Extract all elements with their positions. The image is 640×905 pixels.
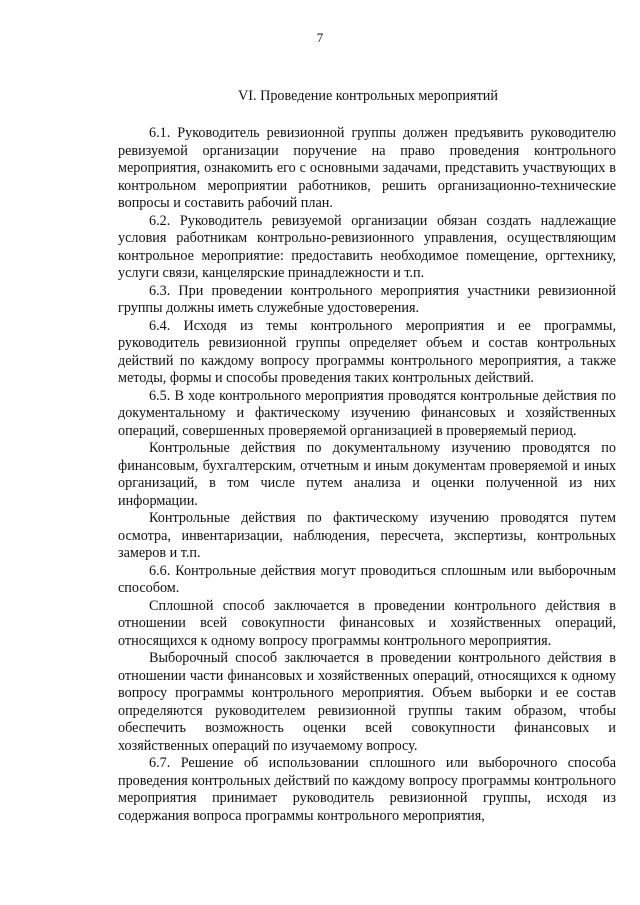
page-number: 7	[316, 30, 324, 45]
paragraph-factual-study: Контрольные действия по фактическому изучению проводятся путем осмотра, инвентаризации, наблюдения, пересчета, экспертизы, контрольных замеров и т.п.	[118, 510, 616, 561]
paragraph-6-7: 6.7. Решение об использовании сплошного или выборочного способа проведения контрольных действий по каждому вопросу программы контрольного мероприятия принимает руководитель ревизионной группы, исходя из содержания вопроса программы контрольного мероприятия,	[118, 755, 616, 824]
paragraph-6-5: 6.5. В ходе контрольного мероприятия проводятся контрольные действия по документальному и фактическому изучению финансовых и хозяйственных операций, совершенных проверяемой организацией в проверяемый период.	[118, 387, 616, 439]
body-text	[118, 125, 616, 825]
paragraph-6-6: 6.6. Контрольные действия могут проводиться сплошным или выборочным способом.	[118, 562, 616, 596]
paragraph-6-1: 6.1. Руководитель ревизионной группы должен предъявить руководителю ревизуемой организации поручение на право проведения контрольного мероприятия, ознакомить его с основными задачами, представить участвующих в контрольном мероприятии работников, решить организационно-технические вопросы и составить рабочий план.	[118, 125, 616, 211]
paragraph-6-4: 6.4. Исходя из темы контрольного мероприятия и ее программы, руководитель ревизионной группы определяет объем и состав контрольных действий по каждому вопросу программы контрольного мероприятия, а также методы, формы и способы проведения таких контрольных действий.	[118, 317, 616, 386]
section-title: VI. Проведение контрольных мероприятий	[238, 88, 498, 104]
paragraph-documentary-study: Контрольные действия по документальному изучению проводятся по финансовым, бухгалтерским, отчетным и иным документам проверяемой и иных организаций, в том числе путем анализа и оценки полученной из них информации.	[118, 440, 616, 509]
paragraph-6-3: 6.3. При проведении контрольного мероприятия участники ревизионной группы должны иметь служебные удостоверения.	[118, 282, 616, 316]
paragraph-sampling-method: Выборочный способ заключается в проведении контрольного действия в отношении части финансовых и хозяйственных операций, относящихся к одному вопросу программы контрольного мероприятия. Объем выборки и ее состав определяются руководителем ревизионной группы таким образом, чтобы обеспечить возможность оценки всей совокупности финансовых и хозяйственных операций по изучаемому вопросу.	[118, 650, 616, 754]
paragraph-continuous-method: Сплошной способ заключается в проведении контрольного действия в отношении всей совокупности финансовых и хозяйственных операций, относящихся к одному вопросу программы контрольного мероприятия.	[118, 597, 616, 649]
paragraph-6-2: 6.2. Руководитель ревизуемой организации обязан создать надлежащие условия работникам контрольно-ревизионного управления, осуществляющим контрольное мероприятие: предоставить необходимое помещение, оргтехнику, услуги связи, канцелярские принадлежности и т.п.	[118, 212, 616, 281]
